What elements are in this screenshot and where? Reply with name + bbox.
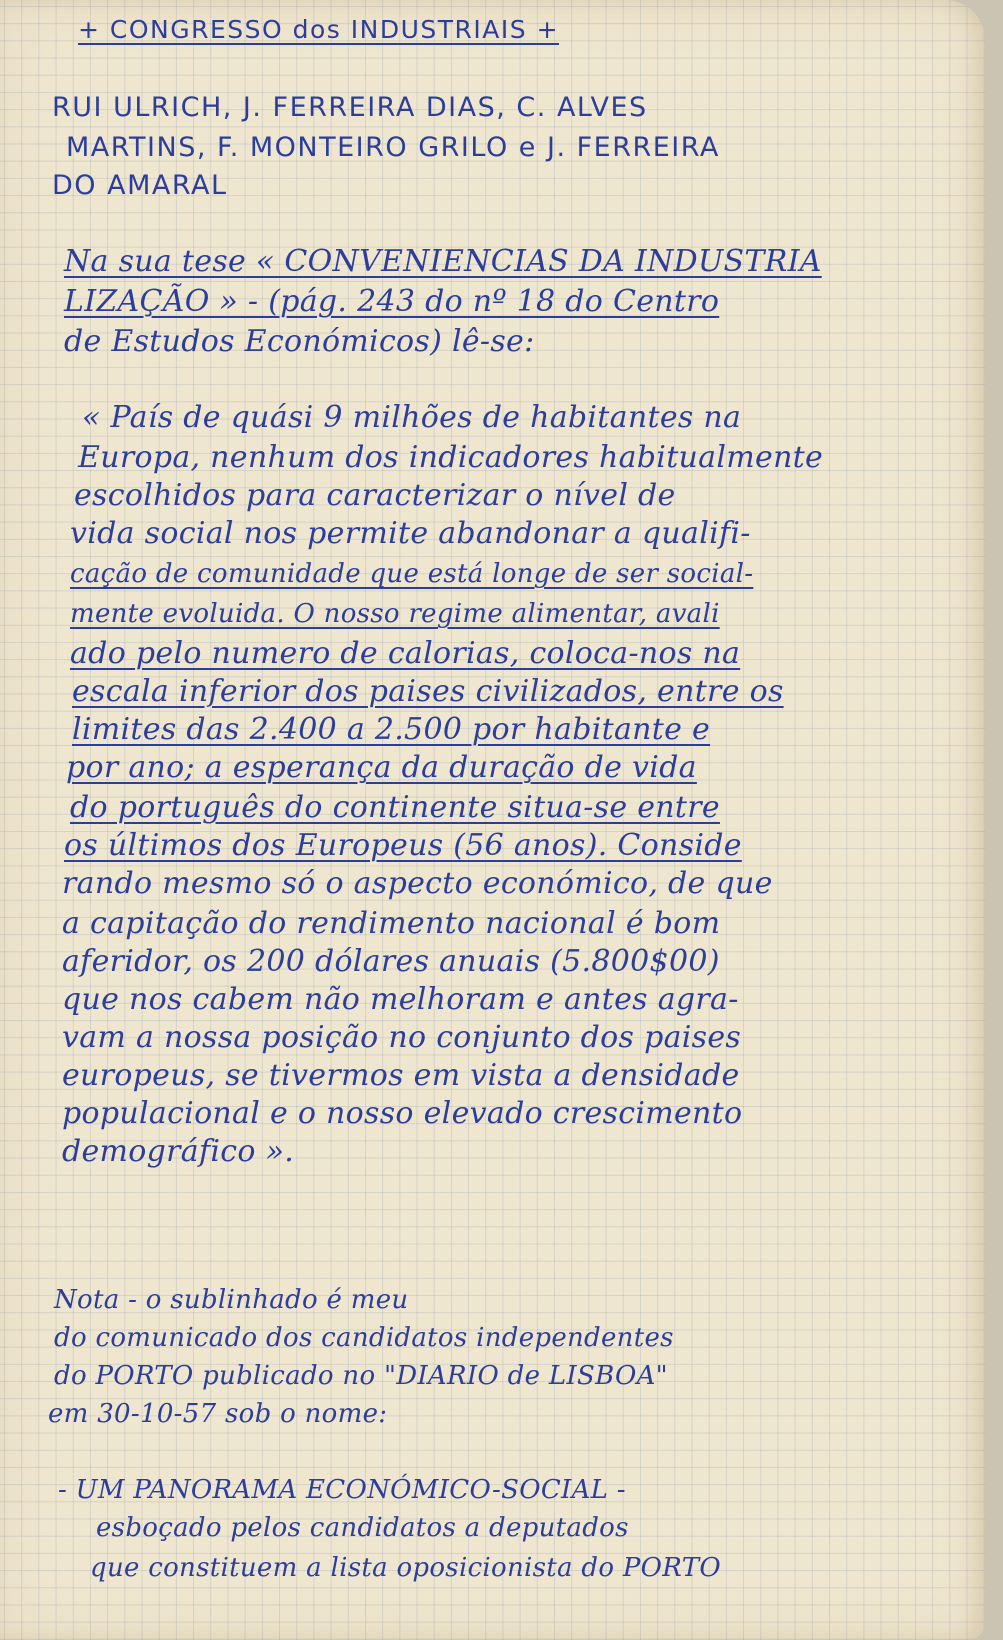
quote-line-15: aferidor, os 200 dólares anuais (5.800$00): [62, 944, 720, 979]
heading2-line-3: que constituem a lista oposicionista do PORTO: [90, 1553, 721, 1583]
intro-line-3: de Estudos Económicos) lê-se:: [64, 324, 535, 359]
note-line-2: do comunicado dos candidatos independentes: [54, 1323, 674, 1353]
note-line-4: em 30-10-57 sob o nome:: [48, 1399, 388, 1429]
authors-line-3: DO AMARAL: [52, 170, 228, 201]
quote-line-1: « País de quási 9 milhões de habitantes na: [82, 400, 742, 435]
note-line-3: do PORTO publicado no "DIARIO de LISBOA": [54, 1361, 668, 1391]
quote-line-11: do português do continente situa-se entre: [70, 790, 720, 825]
quote-line-4: vida social nos permite abandonar a qualifi-: [70, 516, 751, 551]
quote-line-12: os últimos dos Europeus (56 anos). Conside: [64, 828, 742, 863]
quote-line-18: europeus, se tivermos em vista a densidade: [62, 1058, 740, 1093]
quote-line-20: demográfico ».: [62, 1134, 295, 1169]
quote-line-8: escala inferior dos paises civilizados, entre os: [72, 674, 784, 709]
quote-line-10: por ano; a esperança da duração de vida: [66, 750, 697, 785]
quote-line-5: cação de comunidade que está longe de ser social-: [70, 559, 754, 589]
quote-line-7: ado pelo numero de calorias, coloca-nos na: [70, 636, 741, 671]
quote-line-17: vam a nossa posição no conjunto dos paises: [62, 1020, 742, 1055]
quote-line-9: limites das 2.400 a 2.500 por habitante e: [72, 712, 711, 747]
intro-line-1: Na sua tese « CONVENIENCIAS DA INDUSTRIA: [64, 244, 822, 279]
quote-line-2: Europa, nenhum dos indicadores habitualmente: [78, 440, 824, 475]
authors-line-2: MARTINS, F. MONTEIRO GRILO e J. FERREIRA: [66, 132, 720, 163]
page-title: + CONGRESSO dos INDUSTRIAIS +: [78, 15, 560, 44]
heading2-line-1: - UM PANORAMA ECONÓMICO-SOCIAL -: [58, 1475, 626, 1505]
heading2-line-2: esboçado pelos candidatos a deputados: [96, 1513, 629, 1543]
intro-line-2: LIZAÇÃO » - (pág. 243 do nº 18 do Centro: [64, 284, 720, 319]
quote-line-19: populacional e o nosso elevado crescimento: [62, 1096, 743, 1131]
quote-line-14: a capitação do rendimento nacional é bom: [62, 906, 721, 941]
quote-line-16: que nos cabem não melhoram e antes agra-: [62, 982, 739, 1017]
quote-line-13: rando mesmo só o aspecto económico, de que: [62, 866, 773, 901]
quote-line-6: mente evoluida. O nosso regime alimentar, avali: [70, 599, 720, 629]
note-line-1: Nota - o sublinhado é meu: [54, 1285, 409, 1315]
authors-line-1: RUI ULRICH, J. FERREIRA DIAS, C. ALVES: [52, 92, 648, 123]
quote-line-3: escolhidos para caracterizar o nível de: [74, 478, 676, 513]
